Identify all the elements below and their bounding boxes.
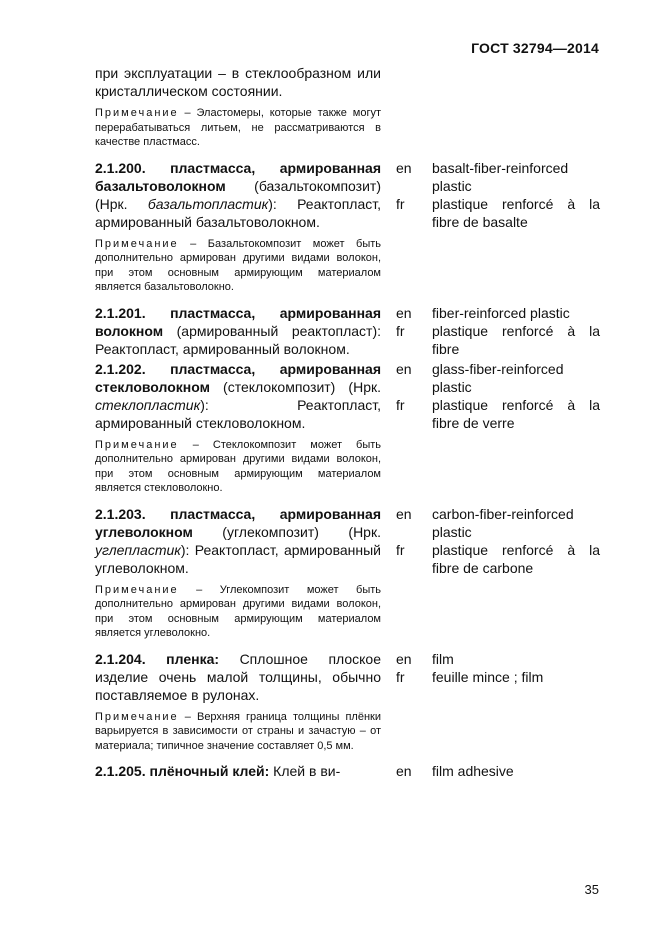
note-label: Примечание [95,237,179,250]
lang-code-en: en [396,360,412,377]
term-note [95,583,381,641]
lang-code-fr: fr [396,195,405,212]
term-definition [95,650,381,704]
term-def-text: Клей в ви- [269,763,341,779]
equivalent-en: glass-fiber-reinforced plastic [432,360,564,395]
term-note [95,438,381,496]
term-name: пленка: [166,650,220,667]
term-def-text: (стеклокомпозит) (Нрк. [209,378,381,395]
equivalent-fr: plastique renforcé à la fibre de verre [432,396,600,431]
note-text: – Эластомеры, которые также могут перерабатываться литьем, не рассматриваются в качестве пластмасс. [95,107,381,148]
term-def-text: (базальтокомпозит) (Нрк. [95,177,381,212]
term-name: плёночный клей: [149,763,270,779]
term-number: 2.1.201. [95,304,146,321]
term-name: пластмасса, армированная базальтоволокном [95,159,381,194]
lang-code-fr: fr [396,396,405,413]
term-number: 2.1.202. [95,360,146,377]
equivalent-fr: plastique renforcé à la fibre de carbone [432,541,600,576]
equivalent-en: fiber-reinforced plastic [432,304,570,321]
term-entry-2-1-202 [95,360,600,496]
term-name: пластмасса, армированная волокном [95,304,381,339]
term-definition [95,304,381,358]
term-definition [95,159,381,231]
note-text: – Углекомпозит может быть дополнительно армирован другими видами волокон, при этом основным армирующим материалом является углеволокно. [95,583,381,639]
term-def-text: (армированный реактопласт): Реактопласт, армированный волокном. [95,322,381,357]
term-definition [95,360,381,432]
equivalent-fr: plastique renforcé à la fibre [432,322,600,357]
term-deprecated: базальтопластик [147,195,269,212]
equivalent-en: film [432,650,454,667]
page-number: 35 [584,882,599,897]
equivalent-en: carbon-fiber-reinforced plastic [432,505,574,540]
lang-code-fr: fr [396,322,405,339]
term-entry-2-1-200 [95,159,600,295]
term-note [95,237,381,295]
note-label: Примечание [95,438,179,451]
term-definition [95,505,381,577]
term-def-text: (углекомпозит) (Нрк. [192,523,381,540]
term-note [95,710,381,754]
note-text: – Базальтокомпозит может быть дополнительно армирован другими видами волокон, при этом основным армирующим материалом является базальтоволокно. [95,237,381,293]
term-def-text-end: ): Реактопласт, армированный базальтоволокном. [95,195,381,230]
lang-code-en: en [396,763,412,779]
term-name: пластмасса, армированная углеволокном [95,505,381,540]
standard-header: ГОСТ 32794—2014 [471,40,599,56]
intro-note [95,106,381,150]
note-label: Примечание [95,583,179,596]
term-number: 2.1.200. [95,159,146,176]
term-entry-2-1-203 [95,505,600,641]
term-definition [95,762,381,780]
document-body [95,64,600,780]
note-label: Примечание [95,710,179,723]
intro-paragraph: при эксплуатации – в стеклообразном или кристаллическом состоянии. [95,65,381,99]
term-entry-2-1-204 [95,650,600,754]
term-deprecated: углепластик [95,541,181,558]
term-def-text-end: ): Реактопласт, армированный стекловолокном. [95,396,381,431]
lang-code-en: en [396,304,412,321]
note-text: – Стеклокомпозит может быть дополнительно армирован другими видами волокон, при этом основным армирующим материалом является стекловолокно. [95,438,381,494]
note-text: – Верхняя граница толщины плёнки варьируется в зависимости от страны и зачастую – от материала; типичное значение составляет 0,5 мм. [95,710,381,752]
term-entry-2-1-201 [95,304,600,358]
equivalent-en: film adhesive [432,763,514,779]
term-number: 2.1.205. [95,763,146,779]
term-name: пластмасса, армированная стекловолокном [95,360,381,395]
equivalent-en: basalt-fiber-reinforced plastic [432,159,569,194]
term-def-text-end: ): Реактопласт, армированный углеволокном. [95,541,381,576]
note-label: Примечание [95,107,179,119]
term-deprecated: стеклопластик [95,396,201,413]
equivalent-fr: plastique renforcé à la fibre de basalte [432,195,600,230]
term-entry-2-1-205 [95,762,600,780]
equivalent-fr: feuille mince ; film [432,668,544,685]
lang-code-en: en [396,650,412,667]
term-number: 2.1.204. [95,650,146,667]
term-def-text: Сплошное плоское изделие очень малой толщины, обычно поставляемое в рулонах. [95,650,381,703]
lang-code-fr: fr [396,668,405,685]
lang-code-fr: fr [396,541,405,558]
lang-code-en: en [396,159,412,176]
lang-code-en: en [396,505,412,522]
term-number: 2.1.203. [95,505,146,522]
